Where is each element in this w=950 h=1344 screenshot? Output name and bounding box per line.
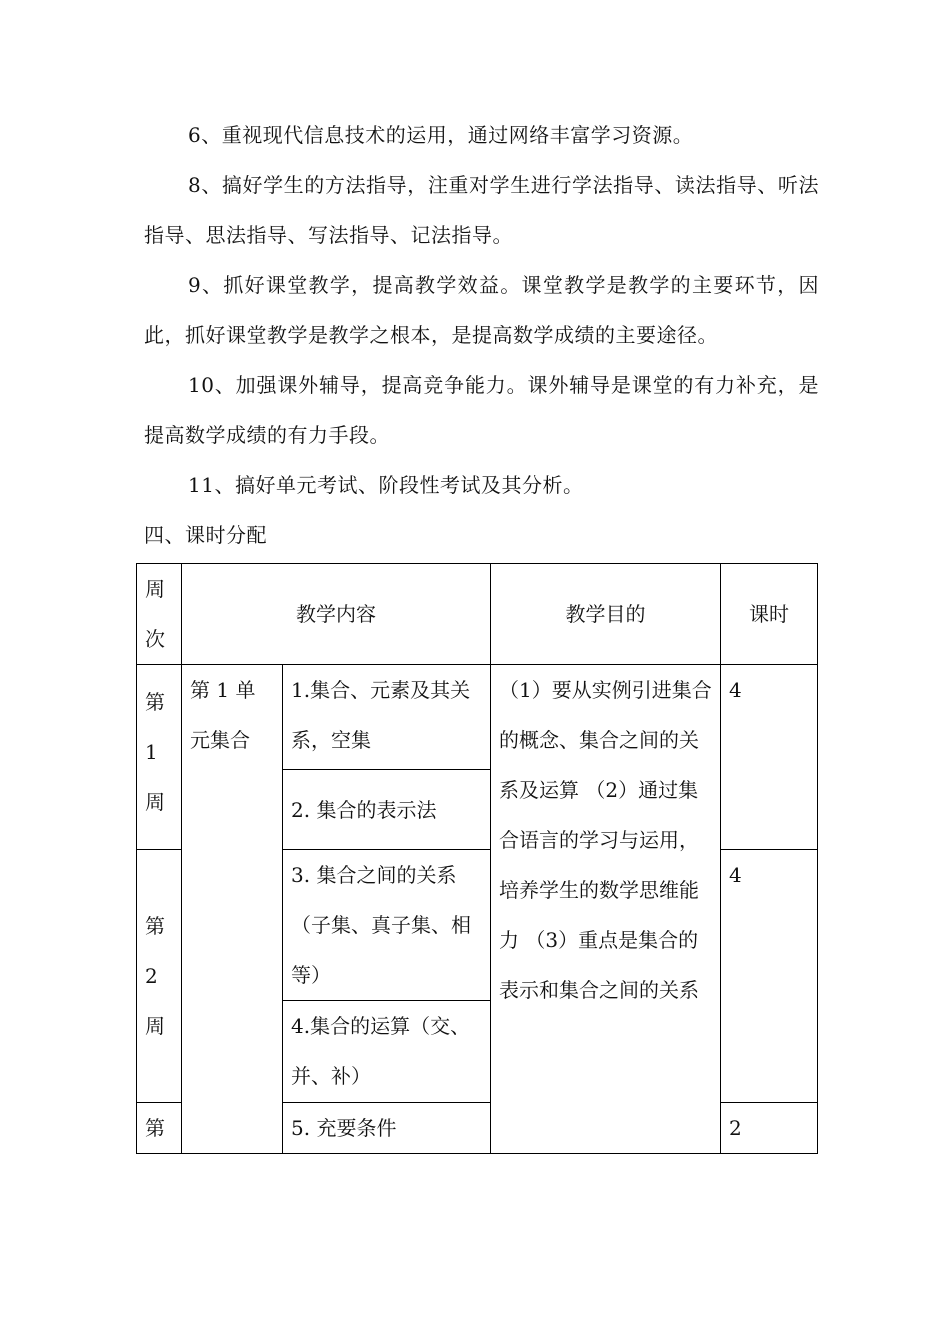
paragraph-11: 11、搞好单元考试、阶段性考试及其分析。 bbox=[188, 473, 584, 497]
week-char: 周 bbox=[145, 1014, 165, 1038]
topic-3-cell: 3. 集合之间的关系（子集、真子集、相等） bbox=[283, 850, 491, 1001]
topic-5-cell: 5. 充要条件 bbox=[283, 1103, 491, 1154]
week-char: 第 bbox=[145, 914, 165, 938]
week-3-cell: 第 bbox=[137, 1103, 182, 1154]
hours-3-cell: 2 bbox=[721, 1103, 818, 1154]
week-2-cell bbox=[137, 850, 182, 1103]
paragraph-6: 6、重视现代信息技术的运用，通过网络丰富学习资源。 bbox=[188, 123, 694, 147]
header-hours: 课时 bbox=[721, 564, 818, 665]
topic-4-cell: 4.集合的运算（交、并、补） bbox=[283, 1001, 491, 1103]
header-week bbox=[137, 564, 182, 665]
paragraph-9: 9、抓好课堂教学，提高教学效益。课堂教学是教学的主要环节，因此，抓好课堂教学是教学之根本，是提高数学成绩的主要途径。 bbox=[144, 273, 819, 347]
section-heading: 四、课时分配 bbox=[144, 523, 267, 547]
week-char: 周 bbox=[145, 790, 165, 814]
hours-1-cell: 4 bbox=[721, 665, 818, 850]
week-char: 2 bbox=[145, 964, 158, 988]
hours-2-cell: 4 bbox=[721, 850, 818, 1103]
header-week-char: 次 bbox=[145, 627, 165, 651]
table-header-row bbox=[137, 564, 818, 665]
schedule-table bbox=[136, 563, 818, 1154]
week-char: 1 bbox=[145, 740, 158, 764]
paragraph-8: 8、搞好学生的方法指导，注重对学生进行学法指导、读法指导、听法指导、思法指导、写法指导、记法指导。 bbox=[144, 173, 819, 247]
goal-cell: （1）要从实例引进集合的概念、集合之间的关系及运算 （2）通过集合语言的学习与运用，培养学生的数学思维能力 （3）重点是集合的表示和集合之间的关系 bbox=[491, 665, 721, 1154]
topic-2-cell: 2. 集合的表示法 bbox=[283, 770, 491, 850]
unit-cell: 第 1 单元集合 bbox=[182, 665, 283, 1154]
table-row bbox=[137, 665, 818, 770]
paragraph-10: 10、加强课外辅导，提高竞争能力。课外辅导是课堂的有力补充，是提高数学成绩的有力手段。 bbox=[144, 373, 819, 447]
week-char: 第 bbox=[145, 690, 165, 714]
header-week-char: 周 bbox=[145, 577, 165, 601]
header-content: 教学内容 bbox=[182, 564, 491, 665]
topic-1-cell: 1.集合、元素及其关系，空集 bbox=[283, 665, 491, 770]
header-goal: 教学目的 bbox=[491, 564, 721, 665]
week-1-cell bbox=[137, 665, 182, 850]
